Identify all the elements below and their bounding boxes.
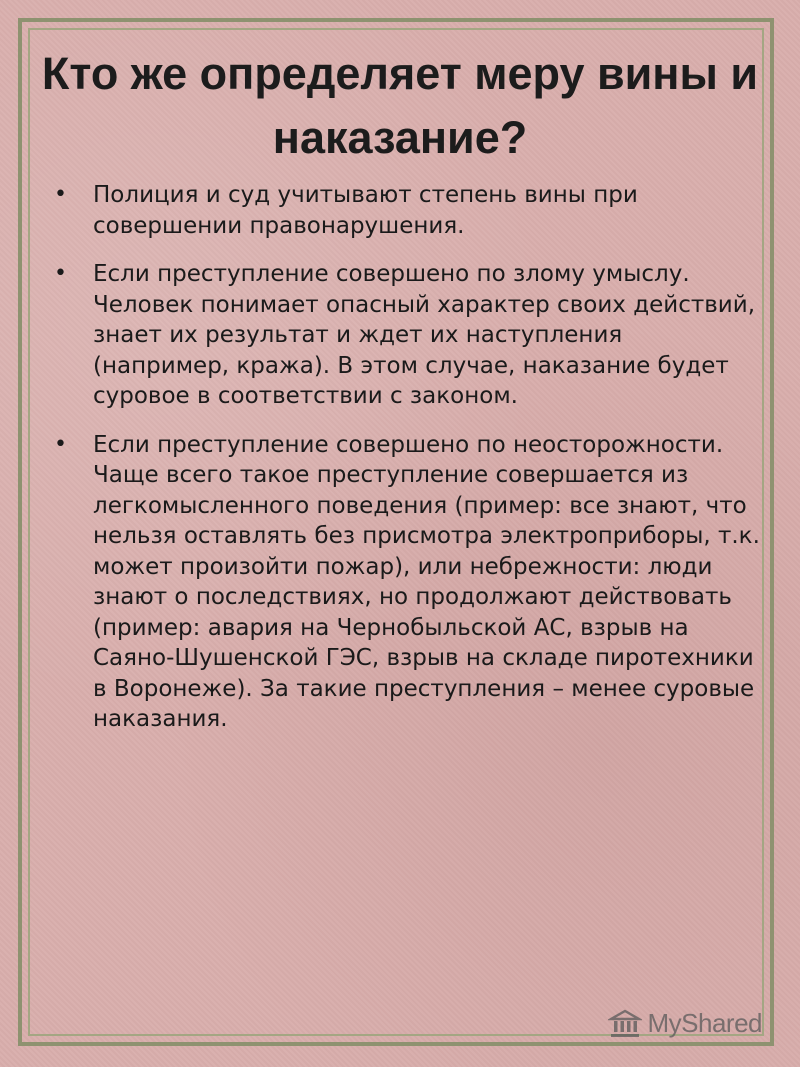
myshared-watermark (608, 1008, 763, 1039)
bullet-text: Если преступление совершено по злому умыслу. Человек понимает опасный характер своих действий, знает их результат и ждет их наступления (например, кража). В этом случае, наказание будет суровое в соответствии с законом. (93, 261, 756, 409)
watermark-text: MyShared (647, 1008, 762, 1038)
bullet-text: Полиция и суд учитывают степень вины при совершении правонарушения. (93, 182, 638, 239)
bullet-text: Если преступление совершено по неосторожности. Чаще всего такое преступление совершается из легкомысленного поведения (пример: все знают, что нельзя оставлять без присмотра электроприборы, т.к. может произойти пожар), или небрежности: люди знают о последствиях, но продолжают действовать (пример: авария на Чернобыльской АС, взрыв на Саяно-Шушенской ГЭС, взрыв на складе пиротехники в Воронеже). За такие преступления – менее суровые наказания. (93, 431, 760, 732)
myshared-logo-icon (608, 1009, 642, 1039)
slide-title: Кто же определяет меру вины и наказание? (41, 48, 759, 163)
bullet-marker: • (54, 261, 67, 286)
bullet-item-intent (50, 259, 762, 412)
bullet-item-negligence (50, 430, 762, 735)
bullet-list (50, 180, 762, 753)
bullet-item-police-court (50, 180, 762, 241)
bullet-marker: • (54, 182, 67, 207)
bullet-marker: • (54, 431, 67, 457)
